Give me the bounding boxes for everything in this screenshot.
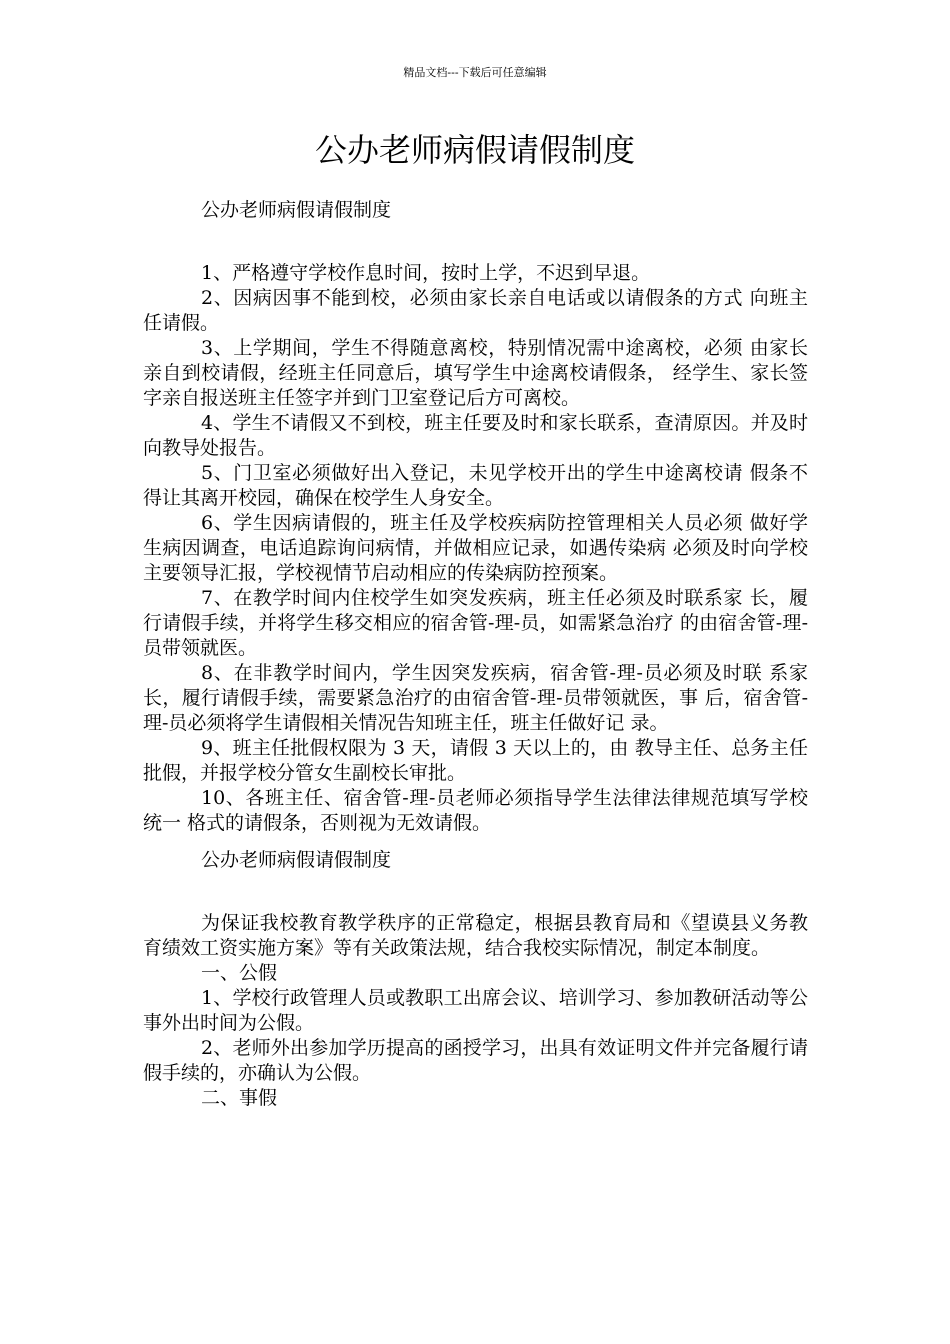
- paragraph: 3、上学期间，学生不得随意离校，特别情况需中途离校，必须 由家长亲自到校请假，经班主任同意后，填写学生中途离校请假条， 经学生、家长签字亲自报送班主任签字并到门卫室登记后方可离校。: [143, 337, 808, 409]
- paragraph: 5、门卫室必须做好出入登记，未见学校开出的学生中途离校请 假条不得让其离开校园，确保在校学生人身安全。: [143, 462, 808, 509]
- paragraph: 2、因病因事不能到校，必须由家长亲自电话或以请假条的方式 向班主任请假。: [143, 287, 808, 334]
- paragraph: 10、各班主任、宿舍管-理-员老师必须指导学生法律法律规范填写学校统一 格式的请假条，否则视为无效请假。: [143, 787, 808, 834]
- paragraph: 1、严格遵守学校作息时间，按时上学，不迟到早退。: [201, 262, 651, 284]
- section-subtitle: 公办老师病假请假制度: [201, 199, 392, 221]
- paragraph: 1、学校行政管理人员或教职工出席会议、培训学习、参加教研活动等公事外出时间为公假。: [143, 987, 808, 1034]
- paragraph: 8、在非教学时间内，学生因突发疾病，宿舍管-理-员必须及时联 系家长，履行请假手续，需要紧急治疗的由宿舍管-理-员带领就医，事 后，宿舍管-理-员必须将学生请假相关情况告知班主任，班主任做好记 录。: [143, 662, 808, 734]
- paragraph: 6、学生因病请假的，班主任及学校疾病防控管理相关人员必须 做好学生病因调查，电话追踪询问病情，并做相应记录，如遇传染病 必须及时向学校主要领导汇报，学校视情节启动相应的传染病防控预案。: [143, 512, 808, 584]
- spacer: [143, 873, 808, 911]
- paragraph: 4、学生不请假又不到校，班主任要及时和家长联系，查清原因。并及时向教导处报告。: [143, 412, 808, 459]
- document-title: 公办老师病假请假制度: [314, 131, 635, 169]
- paragraph: 为保证我校教育教学秩序的正常稳定，根据县教育局和《望谟县义务教育绩效工资实施方案》等有关政策法规，结合我校实际情况，制定本制度。: [143, 912, 808, 959]
- paragraph: 9、班主任批假权限为 3 天，请假 3 天以上的，由 教导主任、总务主任批假，并报学校分管女生副校长审批。: [143, 737, 808, 784]
- paragraph: 2、老师外出参加学历提高的函授学习，出具有效证明文件并完备履行请假手续的，亦确认为公假。: [143, 1037, 808, 1084]
- document-body: [143, 198, 808, 1111]
- paragraph: 二、事假: [201, 1087, 278, 1109]
- spacer: [143, 836, 808, 848]
- section-subtitle: 公办老师病假请假制度: [201, 849, 392, 871]
- paragraph: 7、在教学时间内住校学生如突发疾病，班主任必须及时联系家 长，履行请假手续，并将学生移交相应的宿舍管-理-员，如需紧急治疗 的由宿舍管-理-员带领就医。: [143, 587, 808, 659]
- spacer: [143, 223, 808, 261]
- header-note: 精品文档---下载后可任意编辑: [403, 66, 547, 79]
- paragraph: 一、公假: [201, 962, 278, 984]
